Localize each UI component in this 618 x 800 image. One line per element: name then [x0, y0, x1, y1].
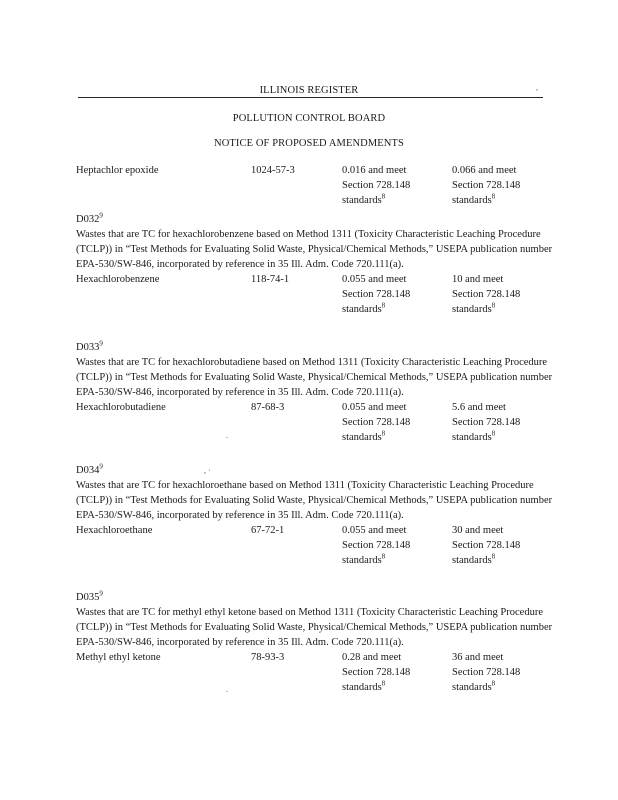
nonwastewater-standard: [342, 400, 442, 445]
waste-description: Wastes that are TC for hexachlorobutadiene based on Method 1311 (Toxicity Characteristic Leaching Procedure (TCLP)) in “Test Methods for Evaluating Solid Waste, Physical/Chemical Methods,” USEPA publication number EPA-530/SW-846, incorporated by reference in 35 Ill. Adm. Code 720.111(a).: [76, 357, 553, 398]
standard-value: 0.016 and meet: [342, 165, 407, 176]
wastewater-standard: [452, 272, 552, 317]
constituent-name: Methyl ethyl ketone: [76, 652, 161, 663]
scan-speck: .: [226, 685, 228, 694]
table-row: [76, 400, 561, 445]
standard-value: 10 and meet: [452, 274, 504, 285]
constituent-name: Hexachloroethane: [76, 525, 153, 536]
nonwastewater-standard: [342, 272, 442, 317]
standard-value: 0.055 and meet: [342, 274, 407, 285]
constituent-name: Heptachlor epoxide: [76, 165, 159, 176]
standard-value: 0.28 and meet: [342, 652, 402, 663]
nonwastewater-standard: [342, 523, 442, 568]
nonwastewater-standard: [342, 650, 442, 695]
waste-code: $D034^9$: [76, 462, 103, 476]
waste-description: Wastes that are TC for hexachlorobenzene based on Method 1311 (Toxicity Characteristic Leaching Procedure (TCLP)) in “Test Methods for Evaluating Solid Waste, Physical/Chemical Methods,” USEPA publication number EPA-530/SW-846, incorporated by reference in 35 Ill. Adm. Code 720.111(a).: [76, 229, 553, 270]
standard-value: 5.6 and meet: [452, 402, 506, 413]
footnote-marker: 8: [381, 192, 386, 201]
standard-section: Section 728.148: [452, 180, 521, 191]
table-row: [76, 272, 561, 317]
standard-value: 36 and meet: [452, 652, 504, 663]
standard-word: standards$^8$: [452, 301, 496, 315]
table-row: [76, 523, 561, 568]
standard-section: Section 728.148: [452, 417, 521, 428]
waste-code-section-d032: [76, 212, 561, 317]
standard-section: Section 728.148: [342, 289, 411, 300]
standard-value: 30 and meet: [452, 525, 504, 536]
standard-word: standards$^8$: [452, 679, 496, 693]
wastewater-standard: [452, 400, 552, 445]
constituent-name: Hexachlorobenzene: [76, 274, 160, 285]
standard-word: standards$^8$: [342, 679, 386, 693]
wastewater-standard: [452, 523, 552, 568]
register-title: ILLINOIS REGISTER: [259, 85, 359, 96]
standard-value: 0.055 and meet: [342, 402, 407, 413]
notice-title: NOTICE OF PROPOSED AMENDMENTS: [214, 138, 404, 149]
prev-table-row: [76, 163, 561, 208]
scan-speck: , ·: [204, 466, 211, 475]
standard-section: Section 728.148: [452, 540, 521, 551]
standard-word: standards$^8$: [342, 301, 386, 315]
standard-section: Section 728.148: [342, 540, 411, 551]
wastewater-standard: [452, 650, 552, 695]
standard-word: standards$^8$: [342, 429, 386, 443]
waste-code-section-d034: [76, 463, 561, 568]
scan-speck: ,: [536, 83, 538, 92]
standard-section: Section 728.148: [342, 180, 411, 191]
waste-description: Wastes that are TC for methyl ethyl ketone based on Method 1311 (Toxicity Characteristic Leaching Procedure (TCLP)) in “Test Methods for Evaluating Solid Waste, Physical/Chemical Methods,” USEPA publication number EPA-530/SW-846, incorporated by reference in 35 Ill. Adm. Code 720.111(a).: [76, 607, 553, 648]
standard-section: Section 728.148: [342, 417, 411, 428]
wastewater-standard: [452, 163, 552, 208]
standard-value: 0.066 and meet: [452, 165, 517, 176]
cas-number: 118-74-1: [251, 274, 290, 285]
standard-value: 0.055 and meet: [342, 525, 407, 536]
table-row: [76, 650, 561, 695]
waste-code-section-d035: [76, 590, 561, 695]
cas-number: 67-72-1: [251, 525, 285, 536]
waste-description: Wastes that are TC for hexachloroethane based on Method 1311 (Toxicity Characteristic Leaching Procedure (TCLP)) in “Test Methods for Evaluating Solid Waste, Physical/Chemical Methods,” USEPA publication number EPA-530/SW-846, incorporated by reference in 35 Ill. Adm. Code 720.111(a).: [76, 480, 553, 521]
standard-section: Section 728.148: [452, 289, 521, 300]
footnote-marker: 8: [491, 192, 496, 201]
standard-word: standards$^8$: [452, 552, 496, 566]
cas-number: 1024-57-3: [251, 165, 295, 176]
standard-section: Section 728.148: [342, 667, 411, 678]
waste-code: $D032^9$: [76, 211, 103, 225]
scan-speck: .: [226, 431, 228, 440]
waste-code-section-d033: [76, 340, 561, 445]
standard-word: standards$^8$: [452, 192, 496, 206]
standard-section: Section 728.148: [452, 667, 521, 678]
waste-code: $D033^9$: [76, 339, 103, 353]
waste-code: $D035^9$: [76, 589, 103, 603]
constituent-name: Hexachlorobutadiene: [76, 402, 166, 413]
nonwastewater-standard: [342, 163, 442, 208]
header-rule: [78, 97, 543, 98]
cas-number: 78-93-3: [251, 652, 285, 663]
cas-number: 87-68-3: [251, 402, 285, 413]
standard-word: standards$^8$: [342, 552, 386, 566]
board-title: POLLUTION CONTROL BOARD: [232, 113, 386, 124]
standard-word: standards$^8$: [452, 429, 496, 443]
standard-word: standards$^8$: [342, 192, 386, 206]
